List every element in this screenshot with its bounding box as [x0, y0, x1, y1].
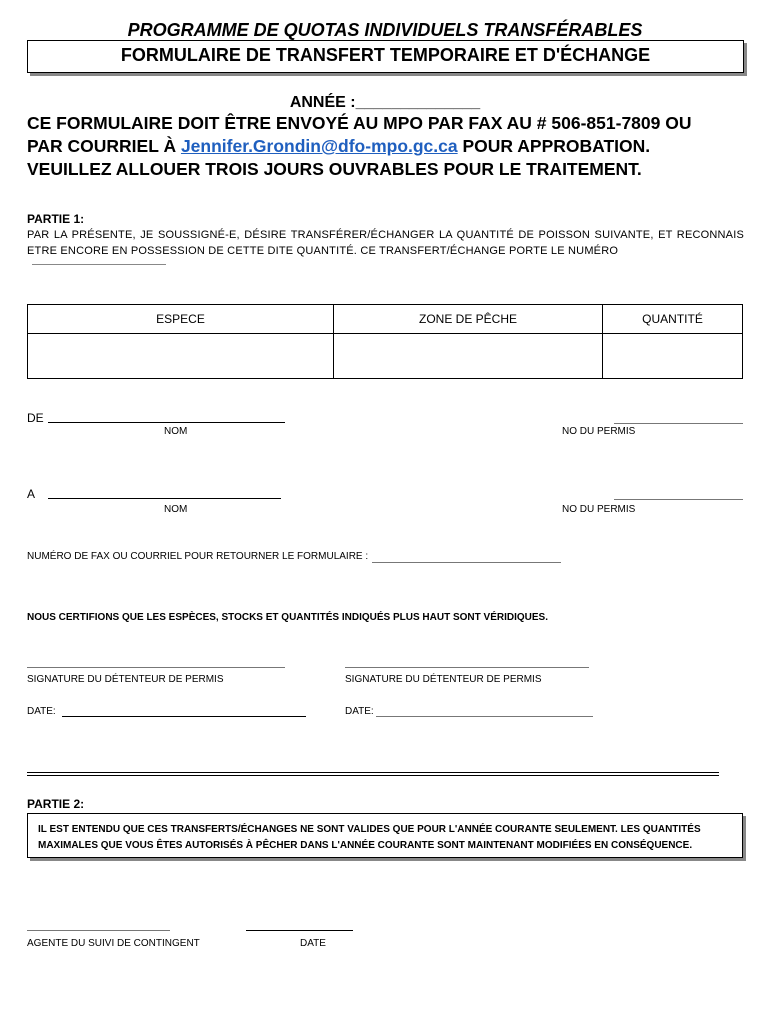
header-zone: ZONE DE PÊCHE — [334, 305, 603, 334]
partie1-text: PAR LA PRÉSENTE, JE SOUSSIGNÉ-E, DÉSIRE TRANSFÉRER/ÉCHANGER LA QUANTITÉ DE POISSON SUIVANTE, ET RECONNAIS ETRE ENCORE EN POSSESSION DE CETTE DITE QUANTITÉ. CE TRANSFERT/ÉCHANGE PORTE LE NUMÉRO — [27, 229, 744, 257]
form-title: PROGRAMME DE QUOTAS INDIVIDUELS TRANSFÉRABLES — [127, 20, 643, 40]
table-row — [28, 334, 743, 379]
fax-label: NUMÉRO DE FAX OU COURRIEL POUR RETOURNER LE FORMULAIRE : — [27, 551, 369, 562]
de-label: DE — [27, 411, 44, 425]
partie2-box — [27, 813, 743, 858]
date-label-1: DATE: — [27, 706, 56, 717]
submission-notice — [27, 112, 757, 181]
a-name-field[interactable] — [48, 486, 281, 499]
espece-cell[interactable] — [28, 334, 334, 379]
date-field-1[interactable] — [62, 704, 306, 717]
de-permis-label: NO DU PERMIS — [562, 426, 636, 437]
transfer-number-field[interactable] — [32, 264, 166, 265]
partie2-text: IL EST ENTENDU QUE CES TRANSFERTS/ÉCHANGES NE SONT VALIDES QUE POUR L'ANNÉE COURANTE SEULEMENT. LES QUANTITÉS MAXIMALES QUE VOUS ÊTES AUTORISÉS À PÊCHER DANS L'ANNÉE COURANTE SONT MAINTENANT MODIFIÉES EN CONSÉQUENCE. — [38, 824, 701, 851]
notice-line-2-prefix: PAR COURRIEL À — [27, 136, 181, 156]
a-permis-field[interactable] — [614, 487, 743, 500]
quantite-cell[interactable] — [603, 334, 743, 379]
header-quantite: QUANTITÉ — [603, 305, 743, 334]
email-link[interactable]: Jennifer.Grondin@dfo-mpo.gc.ca — [180, 136, 458, 156]
certify-statement: NOUS CERTIFIONS QUE LES ESPÈCES, STOCKS ET QUANTITÉS INDIQUÉS PLUS HAUT SONT VÉRIDIQUES. — [27, 612, 548, 623]
partie1-title: PARTIE 1: — [27, 212, 85, 226]
table-header-row — [28, 305, 743, 334]
de-name-field[interactable] — [48, 410, 285, 423]
a-label: A — [27, 487, 36, 501]
annee-field[interactable]: ANNÉE :______________ — [289, 94, 481, 111]
agent-date-field[interactable] — [246, 920, 353, 931]
a-nom-label: NOM — [164, 504, 188, 515]
section-divider — [27, 772, 719, 776]
signature-field-1[interactable] — [27, 657, 285, 668]
signature-label-2: SIGNATURE DU DÉTENTEUR DE PERMIS — [345, 674, 542, 685]
notice-line-3: VEUILLEZ ALLOUER TROIS JOURS OUVRABLES POUR LE TRAITEMENT. — [27, 159, 642, 179]
notice-line-2 — [27, 135, 757, 158]
agent-signature-field[interactable] — [27, 920, 170, 931]
fish-table — [27, 304, 743, 379]
notice-line-2-suffix: POUR APPROBATION. — [457, 136, 651, 156]
signature-label-1: SIGNATURE DU DÉTENTEUR DE PERMIS — [27, 674, 224, 685]
agent-label: AGENTE DU SUIVI DE CONTINGENT — [27, 938, 200, 949]
notice-line-1: CE FORMULAIRE DOIT ÊTRE ENVOYÉ AU MPO PAR FAX AU # 506-851-7809 OU — [27, 113, 692, 133]
de-nom-label: NOM — [164, 426, 188, 437]
form-subtitle-box — [27, 40, 744, 73]
form-subtitle: FORMULAIRE DE TRANSFERT TEMPORAIRE ET D'ÉCHANGE — [120, 45, 651, 65]
agent-date-label: DATE — [300, 938, 326, 949]
header-espece: ESPECE — [28, 305, 334, 334]
date-field-2[interactable] — [376, 705, 593, 717]
zone-cell[interactable] — [334, 334, 603, 379]
de-permis-field[interactable] — [614, 411, 743, 424]
a-permis-label: NO DU PERMIS — [562, 504, 636, 515]
date-label-2: DATE: — [345, 706, 374, 717]
signature-field-2[interactable] — [345, 657, 589, 668]
fax-field[interactable] — [372, 551, 561, 563]
partie2-title: PARTIE 2: — [27, 797, 85, 811]
